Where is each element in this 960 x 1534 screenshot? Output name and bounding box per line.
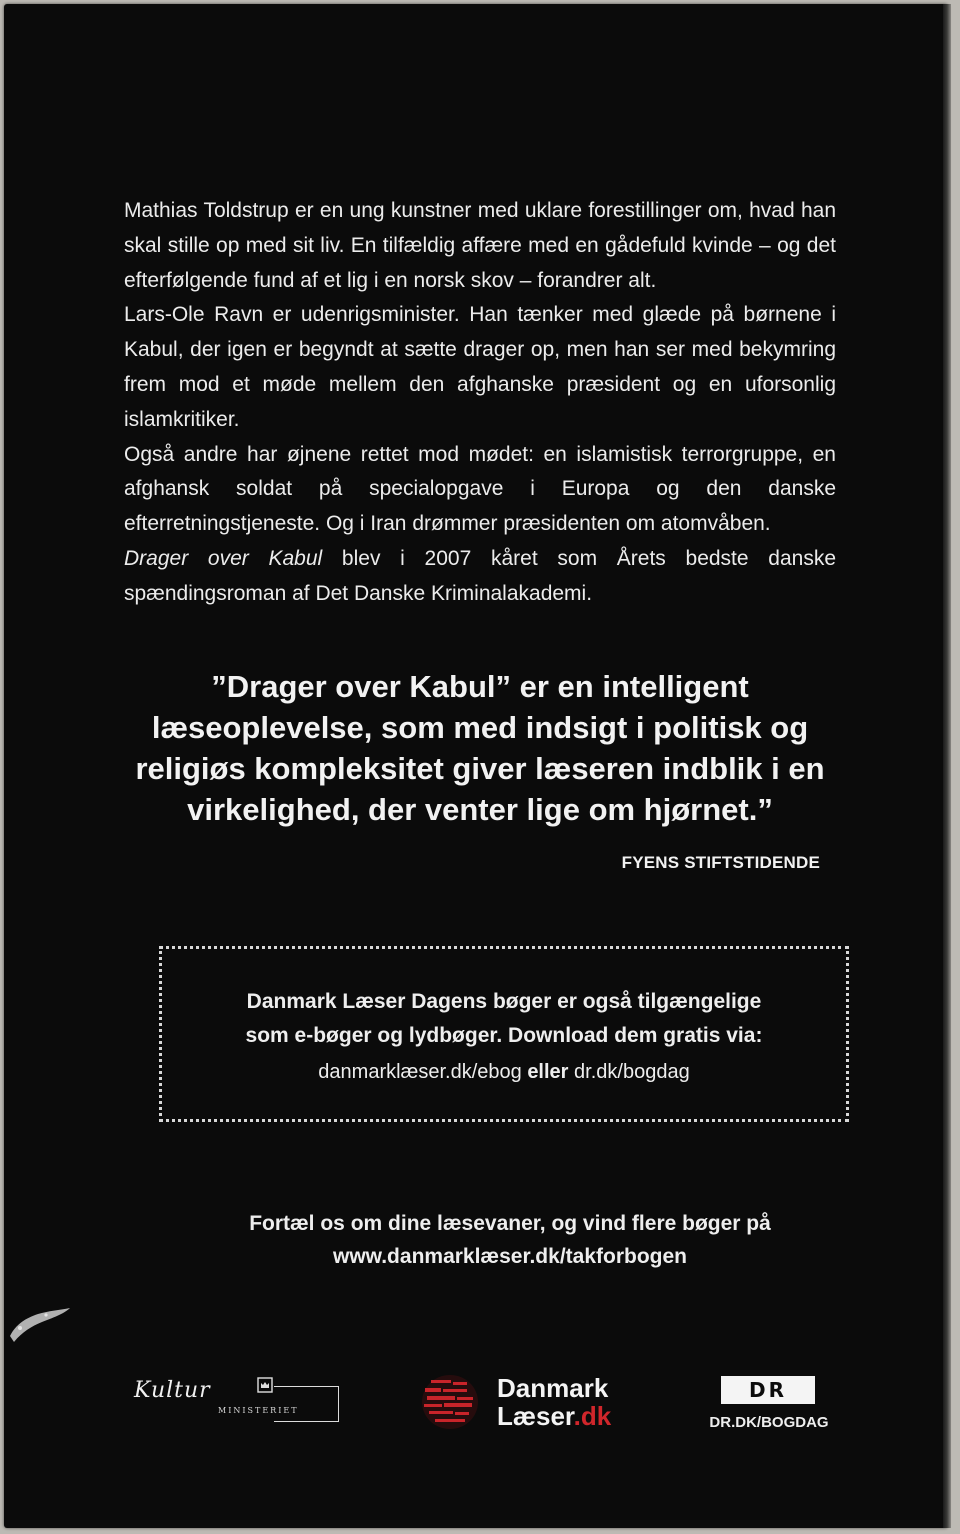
cover-scuff-mark <box>6 1306 76 1344</box>
wordmark-line-2 <box>497 1402 611 1430</box>
survey-line: Fortæl os om dine læsevaner, og vind flere bøger på <box>249 1212 771 1235</box>
notice-line-2: som e-bøger og lydbøger. Download dem gratis via: <box>245 1024 763 1047</box>
kultur-frame <box>274 1386 339 1422</box>
kulturministeriet-logo <box>134 1376 340 1424</box>
wordmark-line-1: Danmark <box>497 1373 609 1403</box>
wordmark-laeser: Læser <box>497 1401 574 1431</box>
danmark-laeser-word-cloud-icon <box>419 1372 481 1432</box>
kultur-subtitle: MINISTERIET <box>218 1406 299 1415</box>
review-source: FYENS STIFTSTIDENDE <box>621 853 820 872</box>
review-quote: ”Drager over Kabul” er en intelligent læseoplevelse, som med indsigt i politisk og religiøs kompleksitet giver læseren indblik i en virkelighed, der venter lige om hjørnet.” <box>135 669 825 827</box>
book-blurb <box>124 194 836 612</box>
danmark-laeser-logo <box>419 1368 629 1434</box>
dr-badge-text: DR <box>748 1378 787 1402</box>
blurb-paragraph-3: Også andre har øjnene rettet mod mødet: en islamistisk terrorgruppe, en afghansk soldat på specialopgave i Europa og den danske efterretningstjeneste. Og i Iran drømmer præsidenten om atomvåben. <box>124 442 836 536</box>
notice-links <box>162 1055 846 1089</box>
blurb-paragraph-1: Mathias Toldstrup er en ung kunstner med uklare forestillinger om, hvad han skal stille op med sit liv. En tilfældig affære med en gådefuld kvinde – og det efterfølgende fund af et lig i en norsk skov – forandrer alt. <box>124 199 836 292</box>
blurb-paragraph-4 <box>124 542 836 612</box>
dr-badge <box>721 1376 815 1404</box>
cover-edge <box>943 4 951 1528</box>
blurb-paragraph-4-rest: blev i 2007 kåret som Årets bedste danske spændingsroman af Det Danske Kriminalakademi. <box>124 546 837 605</box>
survey-url: www.danmarklæser.dk/takforbogen <box>333 1245 687 1268</box>
kultur-script-text: Kultur <box>134 1378 211 1403</box>
ebook-notice-box <box>159 946 849 1122</box>
notice-line-1: Danmark Læser Dagens bøger er også tilgængelige <box>246 990 762 1013</box>
blurb-paragraph-2: Lars-Ole Ravn er udenrigsminister. Han tænker med glæde på børnene i Kabul, der igen er begyndt at sætte drager op, men han ser med bekymring frem mod et møde mellem den afghanske præsident og en uforsonlig islamkritiker. <box>124 303 836 431</box>
dr-url: DR.DK/BOGDAG <box>709 1414 829 1431</box>
ebook-link: danmarklæser.dk/ebog <box>318 1061 522 1083</box>
danmark-laeser-wordmark <box>497 1374 611 1430</box>
survey-text <box>124 1207 896 1273</box>
book-back-cover <box>4 4 948 1528</box>
wordmark-dk-suffix: .dk <box>573 1401 612 1431</box>
notice-connector: eller <box>527 1061 569 1083</box>
dr-logo <box>704 1376 834 1436</box>
crown-icon <box>256 1376 274 1394</box>
bogdag-link: dr.dk/bogdag <box>574 1061 690 1083</box>
book-title-italic: Drager over Kabul <box>124 546 323 570</box>
